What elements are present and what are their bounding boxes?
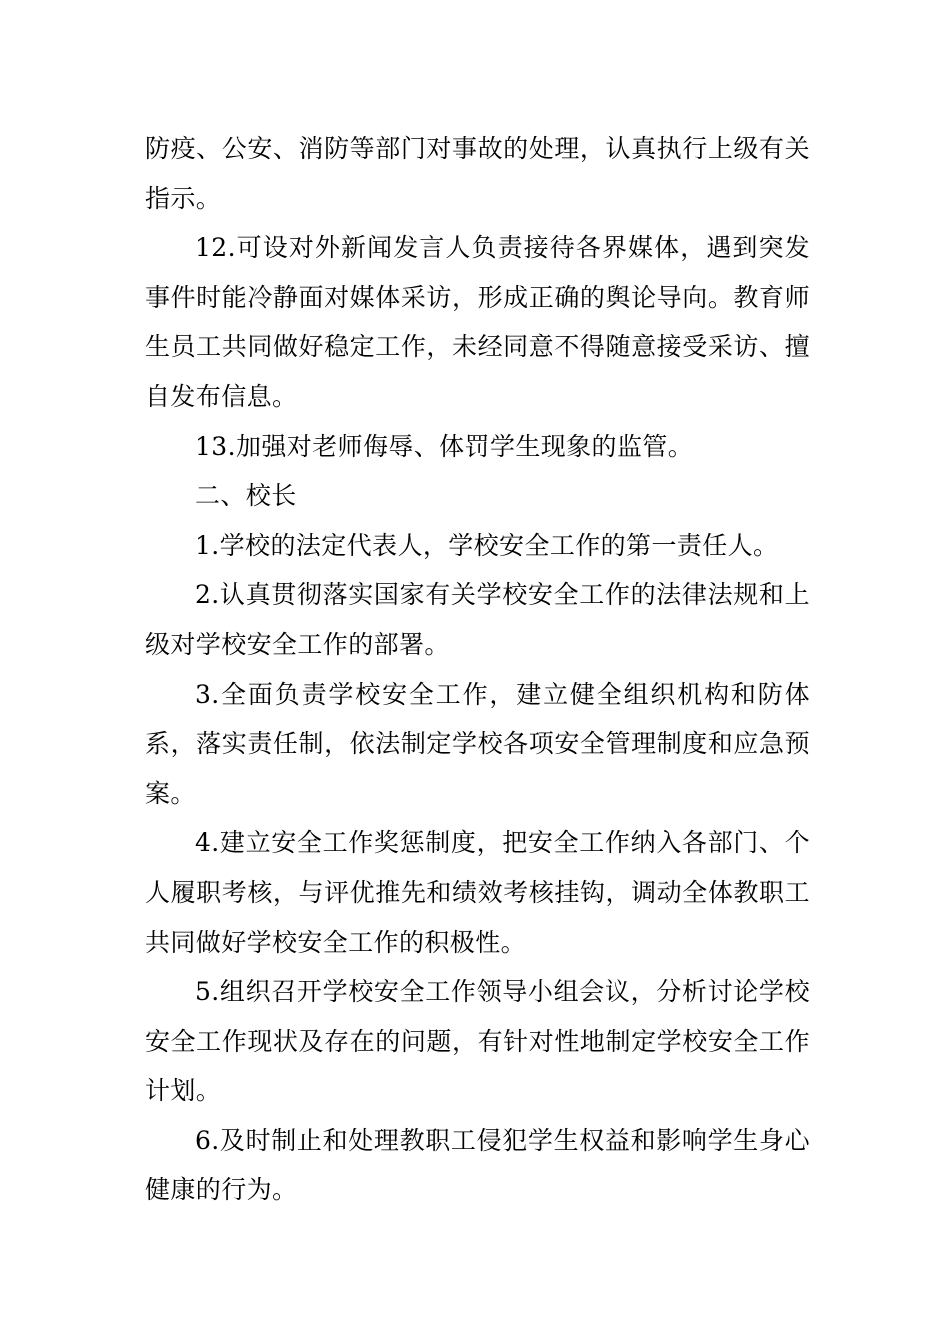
paragraph-item-5: 5.组织召开学校安全工作领导小组会议，分析讨论学校安全工作现状及存在的问题，有针对性地制定学校安全工作计划。	[145, 977, 810, 1106]
paragraph-item-6: 6.及时制止和处理教职工侵犯学生权益和影响学生身心健康的行为。	[145, 1125, 810, 1205]
paragraph-item-2: 2.认真贯彻落实国家有关学校安全工作的法律法规和上级对学校安全工作的部署。	[145, 580, 810, 659]
paragraph-item-1: 1.学校的法定代表人，学校安全工作的第一责任人。	[195, 530, 779, 560]
paragraph-continuation: 防疫、公安、消防等部门对事故的处理，认真执行上级有关指示。	[145, 134, 810, 213]
paragraph-item-13: 13.加强对老师侮辱、体罚学生现象的监管。	[195, 431, 694, 461]
paragraph-item-4: 4.建立安全工作奖惩制度，把安全工作纳入各部门、个人履职考核，与评优推先和绩效考核挂钩，调动全体教职工共同做好学校安全工作的积极性。	[145, 828, 810, 957]
section-heading-principal: 二、校长	[195, 481, 297, 511]
document-page	[145, 124, 810, 1215]
paragraph-item-12: 12.可设对外新闻发言人负责接待各界媒体，遇到突发事件时能冷静面对媒体采访，形成正确的舆论导向。教育师生员工共同做好稳定工作，未经同意不得随意接受采访、擅自发布信息。	[145, 233, 810, 411]
paragraph-item-3: 3.全面负责学校安全工作，建立健全组织机构和防体系，落实责任制，依法制定学校各项安全管理制度和应急预案。	[145, 679, 810, 808]
